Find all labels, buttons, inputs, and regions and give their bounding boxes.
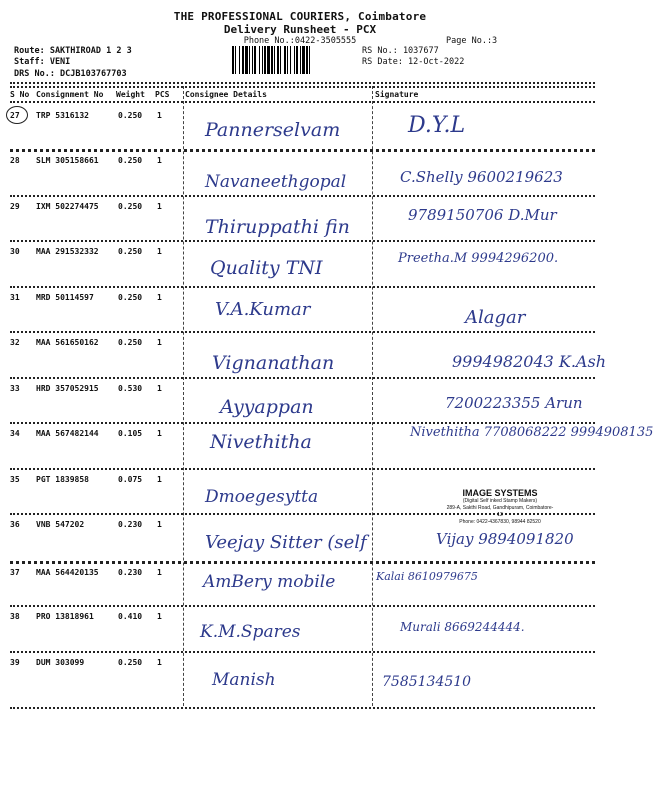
- row-pcs: 1: [157, 475, 162, 484]
- row-weight: 0.250: [118, 202, 143, 211]
- row-consignment: MAA 561650162: [36, 338, 99, 347]
- row-pcs: 1: [157, 429, 162, 438]
- row-divider: [10, 195, 595, 197]
- row-divider: [10, 605, 595, 607]
- row-weight: 0.530: [118, 384, 143, 393]
- row-signature-handwriting: Alagar: [465, 307, 526, 328]
- row-divider: [10, 561, 595, 564]
- stamp-line: (Digital Self inked Stamp Makers): [462, 498, 538, 504]
- row-consignment: MAA 291532332: [36, 247, 99, 256]
- row-signature-handwriting: D.Y.L: [408, 113, 466, 138]
- row-consignment: TRP 5316132: [36, 111, 89, 120]
- row-signature-handwriting: 9789150706 D.Mur: [408, 206, 557, 224]
- row-sno: 39: [10, 658, 20, 667]
- row-divider: [10, 707, 595, 709]
- stamp-title: IMAGE SYSTEMS: [462, 488, 538, 498]
- row-weight: 0.250: [118, 111, 143, 120]
- barcode: [232, 46, 350, 74]
- phone-number: Phone No.:0422-3505555: [243, 36, 357, 46]
- row-sno: 36: [10, 520, 20, 529]
- row-signature-handwriting: 9994982043 K.Ash: [452, 352, 606, 371]
- row-divider: [10, 651, 595, 653]
- row-weight: 0.075: [118, 475, 143, 484]
- row-signature-handwriting: Kalai 8610979675: [376, 570, 478, 583]
- row-consignment: MAA 567482144: [36, 429, 99, 438]
- row-sno: 31: [10, 293, 20, 302]
- row-sno: 34: [10, 429, 20, 438]
- row-consignee-handwriting: Quality TNI: [210, 257, 323, 279]
- row-pcs: 1: [157, 612, 162, 621]
- row-weight: 0.105: [118, 429, 143, 438]
- row-consignment: MAA 564420135: [36, 568, 99, 577]
- stamp-line: 289-A, Sakthi Road, Gandhipuram, Coimbatore-12: [446, 505, 554, 518]
- row-sno: 38: [10, 612, 20, 621]
- col-weight: Weight: [116, 90, 145, 99]
- row-consignment: HRD 357052915: [36, 384, 99, 393]
- row-pcs: 1: [157, 658, 162, 667]
- row-sno: 27: [10, 111, 20, 120]
- row-divider: [10, 149, 595, 152]
- row-pcs: 1: [157, 202, 162, 211]
- row-sno: 30: [10, 247, 20, 256]
- row-consignment: VNB 547202: [36, 520, 85, 529]
- row-signature-handwriting: C.Shelly 9600219623: [400, 168, 563, 186]
- route: Route: SAKTHIROAD 1 2 3: [14, 46, 132, 56]
- row-weight: 0.250: [118, 658, 143, 667]
- row-sno: 29: [10, 202, 20, 211]
- row-signature-handwriting: 7585134510: [382, 674, 472, 690]
- row-consignee-handwriting: Ayyappan: [220, 396, 314, 418]
- drs-number: DRS No.: DCJB103767703: [14, 69, 127, 79]
- row-weight: 0.250: [118, 293, 143, 302]
- runsheet-title: THE PROFESSIONAL COURIERS, Coimbatore: [173, 10, 427, 23]
- row-consignee-handwriting: Veejay Sitter (self: [205, 532, 367, 553]
- row-divider: [10, 377, 595, 379]
- row-consignee-handwriting: Vignanathan: [212, 352, 335, 374]
- column-rule: [372, 86, 373, 706]
- row-sno: 37: [10, 568, 20, 577]
- row-pcs: 1: [157, 520, 162, 529]
- row-consignment: PRO 13818961: [36, 612, 94, 621]
- row-sno: 32: [10, 338, 20, 347]
- row-consignment: IXM 502274475: [36, 202, 99, 211]
- row-consignee-handwriting: K.M.Spares: [200, 622, 301, 642]
- divider: [10, 86, 595, 88]
- row-pcs: 1: [157, 338, 162, 347]
- divider: [10, 101, 595, 103]
- row-signature-handwriting: Nivethitha 7708068222 9994908135: [410, 425, 653, 440]
- row-consignment: SLM 305158661: [36, 156, 99, 165]
- page-number: Page No.:3: [446, 36, 498, 46]
- col-consignment: Consignment No: [36, 90, 104, 99]
- row-pcs: 1: [157, 293, 162, 302]
- row-weight: 0.230: [118, 520, 143, 529]
- row-signature-handwriting: Preetha.M 9994296200.: [398, 251, 559, 266]
- row-pcs: 1: [157, 111, 162, 120]
- row-consignment: DUM 303099: [36, 658, 85, 667]
- col-pcs: PCS: [155, 90, 170, 99]
- col-sno: S No: [10, 90, 30, 99]
- row-sno: 28: [10, 156, 20, 165]
- row-pcs: 1: [157, 156, 162, 165]
- row-weight: 0.250: [118, 247, 143, 256]
- row-consignee-handwriting: Navaneethgopal: [205, 172, 347, 192]
- row-signature-handwriting: Vijay 9894091820: [436, 530, 574, 548]
- row-pcs: 1: [157, 247, 162, 256]
- row-sno: 35: [10, 475, 20, 484]
- row-pcs: 1: [157, 384, 162, 393]
- divider: [10, 82, 595, 84]
- row-divider: [10, 422, 595, 424]
- row-divider: [10, 286, 595, 288]
- row-weight: 0.250: [118, 156, 143, 165]
- row-consignee-handwriting: Pannerselvam: [205, 119, 341, 141]
- row-consignee-handwriting: V.A.Kumar: [215, 299, 311, 320]
- col-signature: Signature: [375, 90, 419, 99]
- runsheet-subtitle: Delivery Runsheet - PCX: [223, 23, 377, 36]
- staff: Staff: VENI: [14, 57, 71, 67]
- row-consignee-handwriting: Manish: [212, 670, 276, 690]
- row-weight: 0.250: [118, 338, 143, 347]
- row-consignment: PGT 1839858: [36, 475, 89, 484]
- rs-number: RS No.: 1037677: [362, 46, 439, 56]
- col-consignee: Consignee Details: [185, 90, 267, 99]
- column-rule: [183, 86, 184, 706]
- image-systems-stamp: [446, 488, 554, 526]
- row-consignee-handwriting: Thiruppathi fin: [205, 216, 350, 238]
- row-sno: 33: [10, 384, 20, 393]
- row-consignee-handwriting: AmBery mobile: [203, 572, 336, 592]
- row-signature-handwriting: 7200223355 Arun: [445, 394, 583, 412]
- row-divider: [10, 240, 595, 242]
- rs-date: RS Date: 12-Oct-2022: [362, 57, 465, 67]
- row-divider: [10, 468, 595, 470]
- row-consignee-handwriting: Nivethitha: [210, 431, 312, 453]
- row-weight: 0.410: [118, 612, 143, 621]
- row-signature-handwriting: Murali 8669244444.: [400, 620, 525, 634]
- stamp-line: Phone: 0422-4367830, 98944 82520: [459, 519, 541, 525]
- row-divider: [10, 331, 595, 333]
- row-consignee-handwriting: Dmoegesytta: [205, 487, 319, 507]
- row-weight: 0.230: [118, 568, 143, 577]
- row-pcs: 1: [157, 568, 162, 577]
- row-consignment: MRD 50114597: [36, 293, 94, 302]
